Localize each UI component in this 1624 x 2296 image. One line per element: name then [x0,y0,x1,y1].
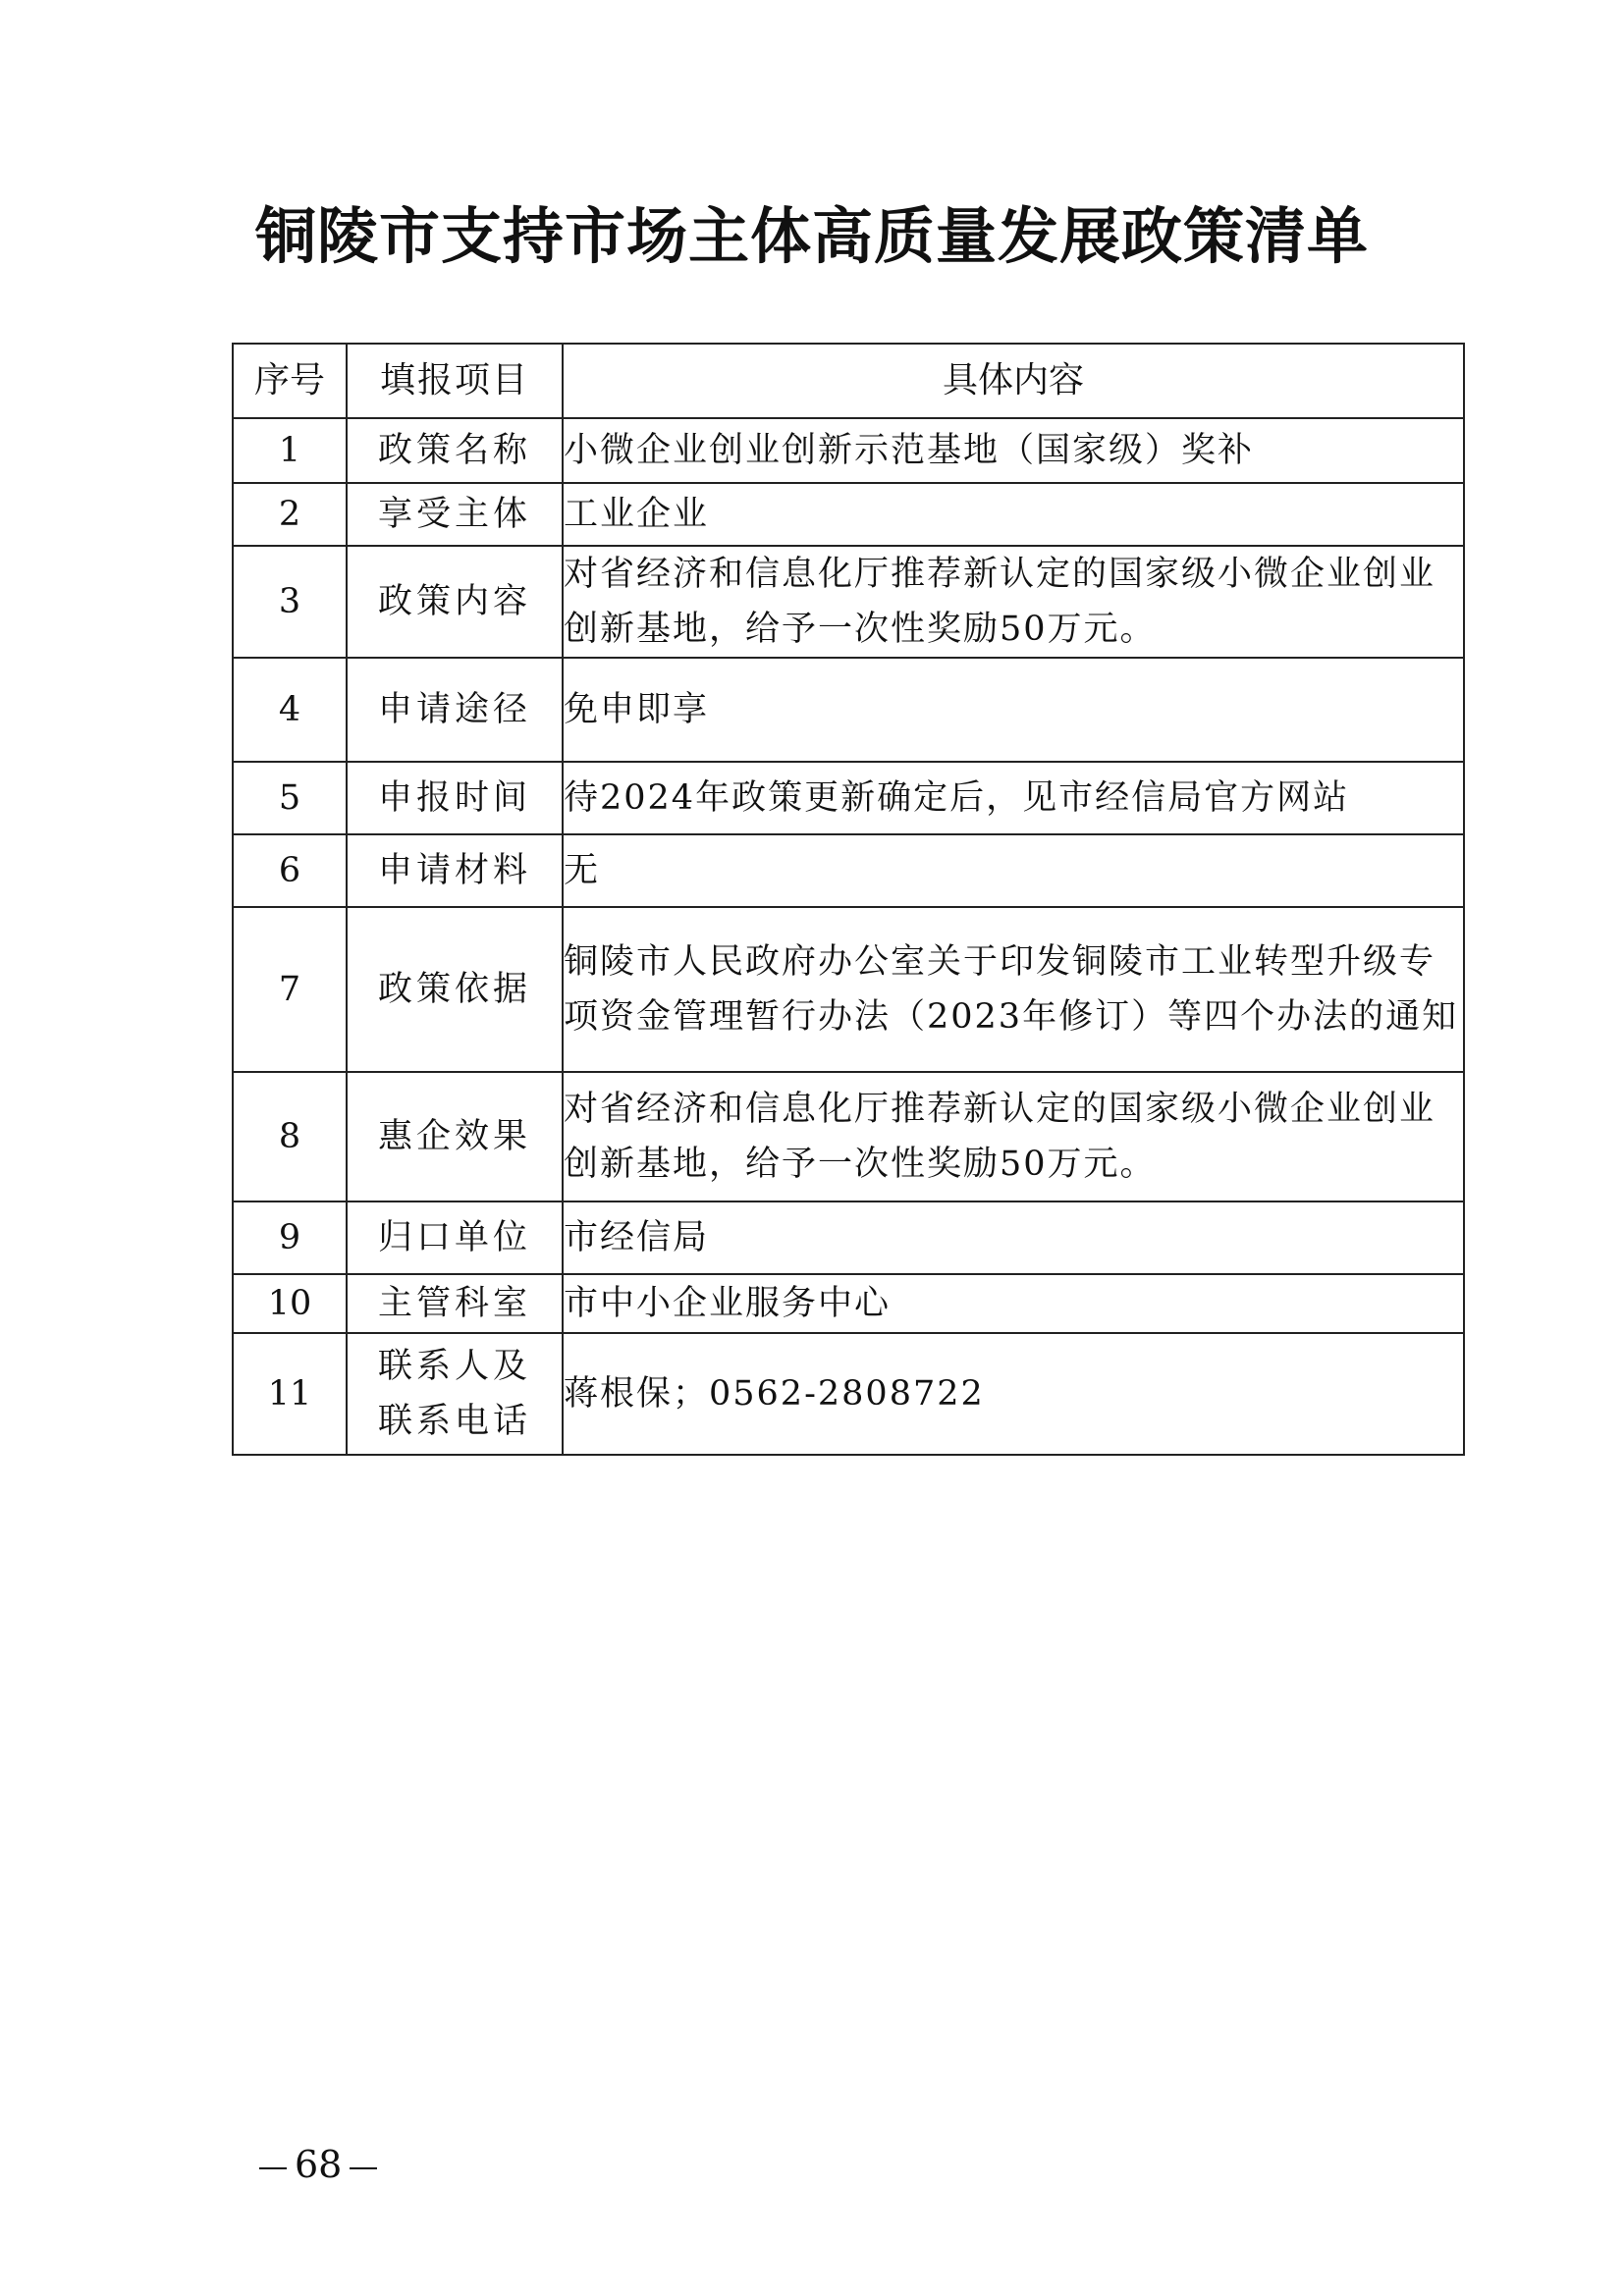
row-content: 免申即享 [563,658,1464,762]
row-content: 蒋根保；0562-2808722 [563,1333,1464,1455]
table-row [233,546,1464,658]
row-no: 8 [233,1072,347,1201]
row-item: 政策依据 [347,907,563,1072]
header-item: 填报项目 [347,344,563,418]
page-title: 铜陵市支持市场主体高质量发展政策清单 [254,200,1369,272]
row-content: 待2024年政策更新确定后，见市经信局官方网站 [563,762,1464,834]
row-item-line: 联系人及 [377,1347,531,1386]
policy-table [232,343,1465,1456]
table-row [233,1201,1464,1274]
row-item: 申请材料 [347,834,563,907]
row-item: 享受主体 [347,483,563,546]
table-row [233,658,1464,762]
row-item: 申请途径 [347,658,563,762]
row-no: 2 [233,483,347,546]
row-content: 市经信局 [563,1201,1464,1274]
row-item [347,1333,563,1455]
table-row [233,1072,1464,1201]
page-number: 68 [295,2143,343,2186]
row-content: 对省经济和信息化厅推荐新认定的国家级小微企业创业创新基地，给予一次性奖励50万元。 [563,1072,1464,1201]
row-no: 9 [233,1201,347,1274]
dash-right [350,2167,377,2169]
table-row [233,762,1464,834]
row-content: 无 [563,834,1464,907]
dash-left [259,2167,287,2169]
row-content: 铜陵市人民政府办公室关于印发铜陵市工业转型升级专项资金管理暂行办法（2023年修订）等四个办法的通知 [563,907,1464,1072]
row-no: 1 [233,418,347,483]
header-content: 具体内容 [563,344,1464,418]
table-row [233,483,1464,546]
row-no: 6 [233,834,347,907]
row-item: 政策名称 [347,418,563,483]
row-no: 7 [233,907,347,1072]
row-content: 小微企业创业创新示范基地（国家级）奖补 [563,418,1464,483]
row-item: 惠企效果 [347,1072,563,1201]
row-item: 主管科室 [347,1274,563,1333]
row-item: 政策内容 [347,546,563,658]
table-row [233,907,1464,1072]
row-content: 工业企业 [563,483,1464,546]
row-item-line: 联系电话 [377,1402,531,1441]
row-content: 对省经济和信息化厅推荐新认定的国家级小微企业创业创新基地，给予一次性奖励50万元。 [563,546,1464,658]
row-content: 市中小企业服务中心 [563,1274,1464,1333]
row-no: 11 [233,1333,347,1455]
table-row [233,1333,1464,1455]
row-no: 4 [233,658,347,762]
row-item: 申报时间 [347,762,563,834]
table-row [233,418,1464,483]
header-no: 序号 [233,344,347,418]
row-item: 归口单位 [347,1201,563,1274]
page-footer [251,2140,385,2189]
table-row [233,834,1464,907]
table-header-row [233,344,1464,418]
row-no: 5 [233,762,347,834]
row-no: 3 [233,546,347,658]
table-row [233,1274,1464,1333]
row-no: 10 [233,1274,347,1333]
